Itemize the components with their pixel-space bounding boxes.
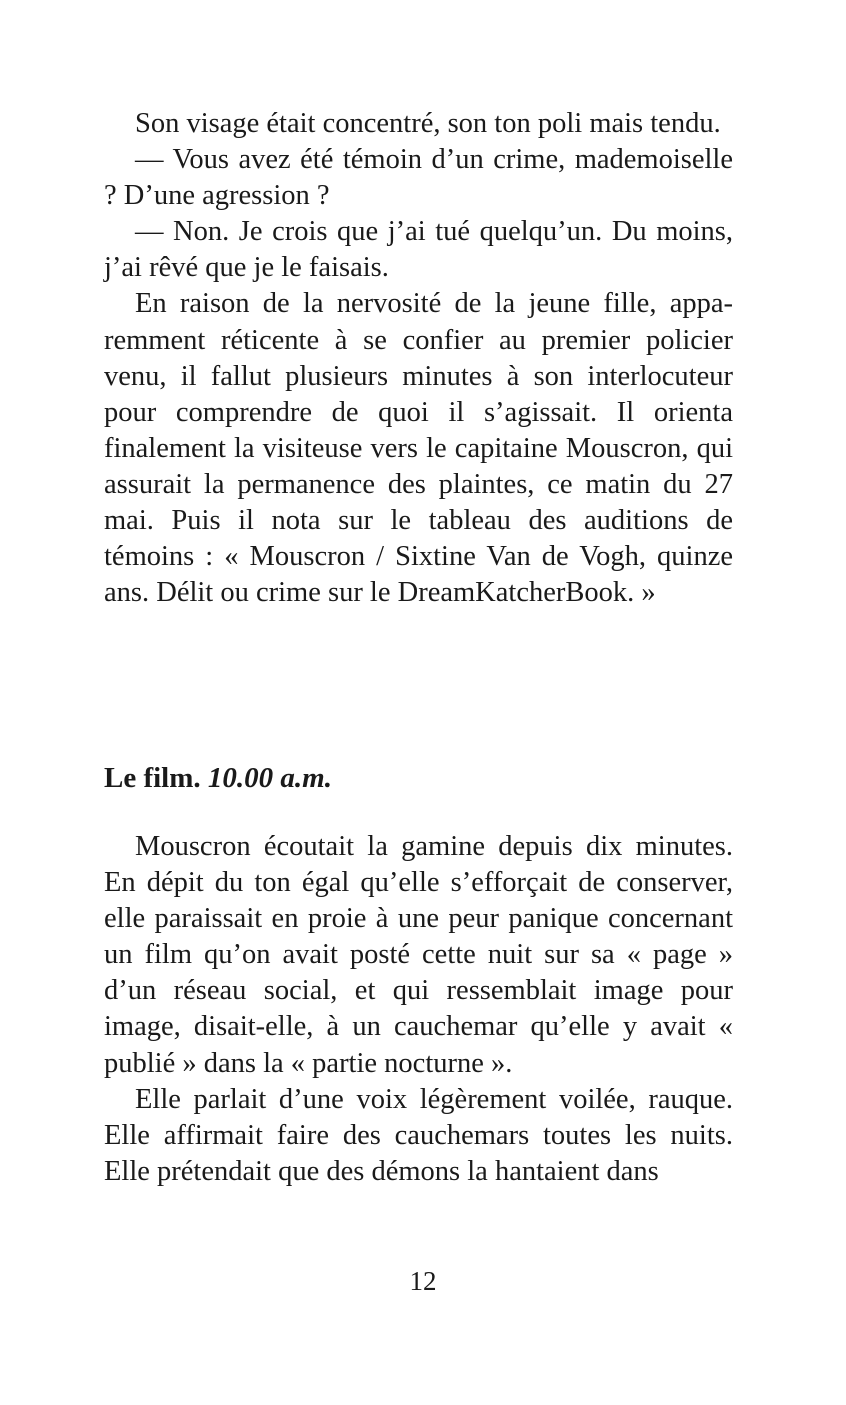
page-number: 12 bbox=[409, 1266, 437, 1296]
heading-time: 10.00 a.m. bbox=[207, 762, 332, 794]
paragraph: En raison de la nervosité de la jeune fille, apparemment réticente à se confier au premier policier venu, il fallut plusieurs minutes à son interlocuteur pour comprendre de quoi il s’agissait. Il orienta finalement la visiteuse vers le capitaine Mouscron, qui assurait la permanence des plaintes, ce matin du 27 mai. Puis il nota sur le tableau des auditions de témoins : « Mouscron / Sixtine Van de Vogh, quinze ans. Délit ou crime sur le DreamKatcherBook. » bbox=[104, 288, 733, 609]
dialogue-line: — Vous avez été témoin d’un crime, mademoiselle ? D’une agression ? bbox=[104, 144, 733, 212]
section-two bbox=[104, 829, 733, 1190]
section-heading bbox=[104, 760, 332, 796]
dialogue-line: — Non. Je crois que j’ai tué quelqu’un. Du moins, j’ai rêvé que je le faisais. bbox=[104, 216, 733, 284]
paragraph: Mouscron écoutait la gamine depuis dix minutes. En dépit du ton égal qu’elle s’efforçait de conserver, elle paraissait en proie à une peur panique concernant un film qu’on avait posté cette nuit sur sa « page » d’un réseau social, et qui ressemblait image pour image, disait-elle, à un cauchemar qu’elle y avait « publié » dans la « partie nocturne ». bbox=[104, 831, 733, 1079]
paragraph: Son visage était concentré, son ton poli mais tendu. bbox=[135, 108, 721, 139]
paragraph: Elle parlait d’une voix légèrement voilée, rauque. Elle affirmait faire des cauchemars toutes les nuits. Elle prétendait que des démons la hantaient dans bbox=[104, 1083, 733, 1187]
heading-title: Le film. bbox=[104, 762, 201, 794]
section-one bbox=[104, 106, 733, 611]
